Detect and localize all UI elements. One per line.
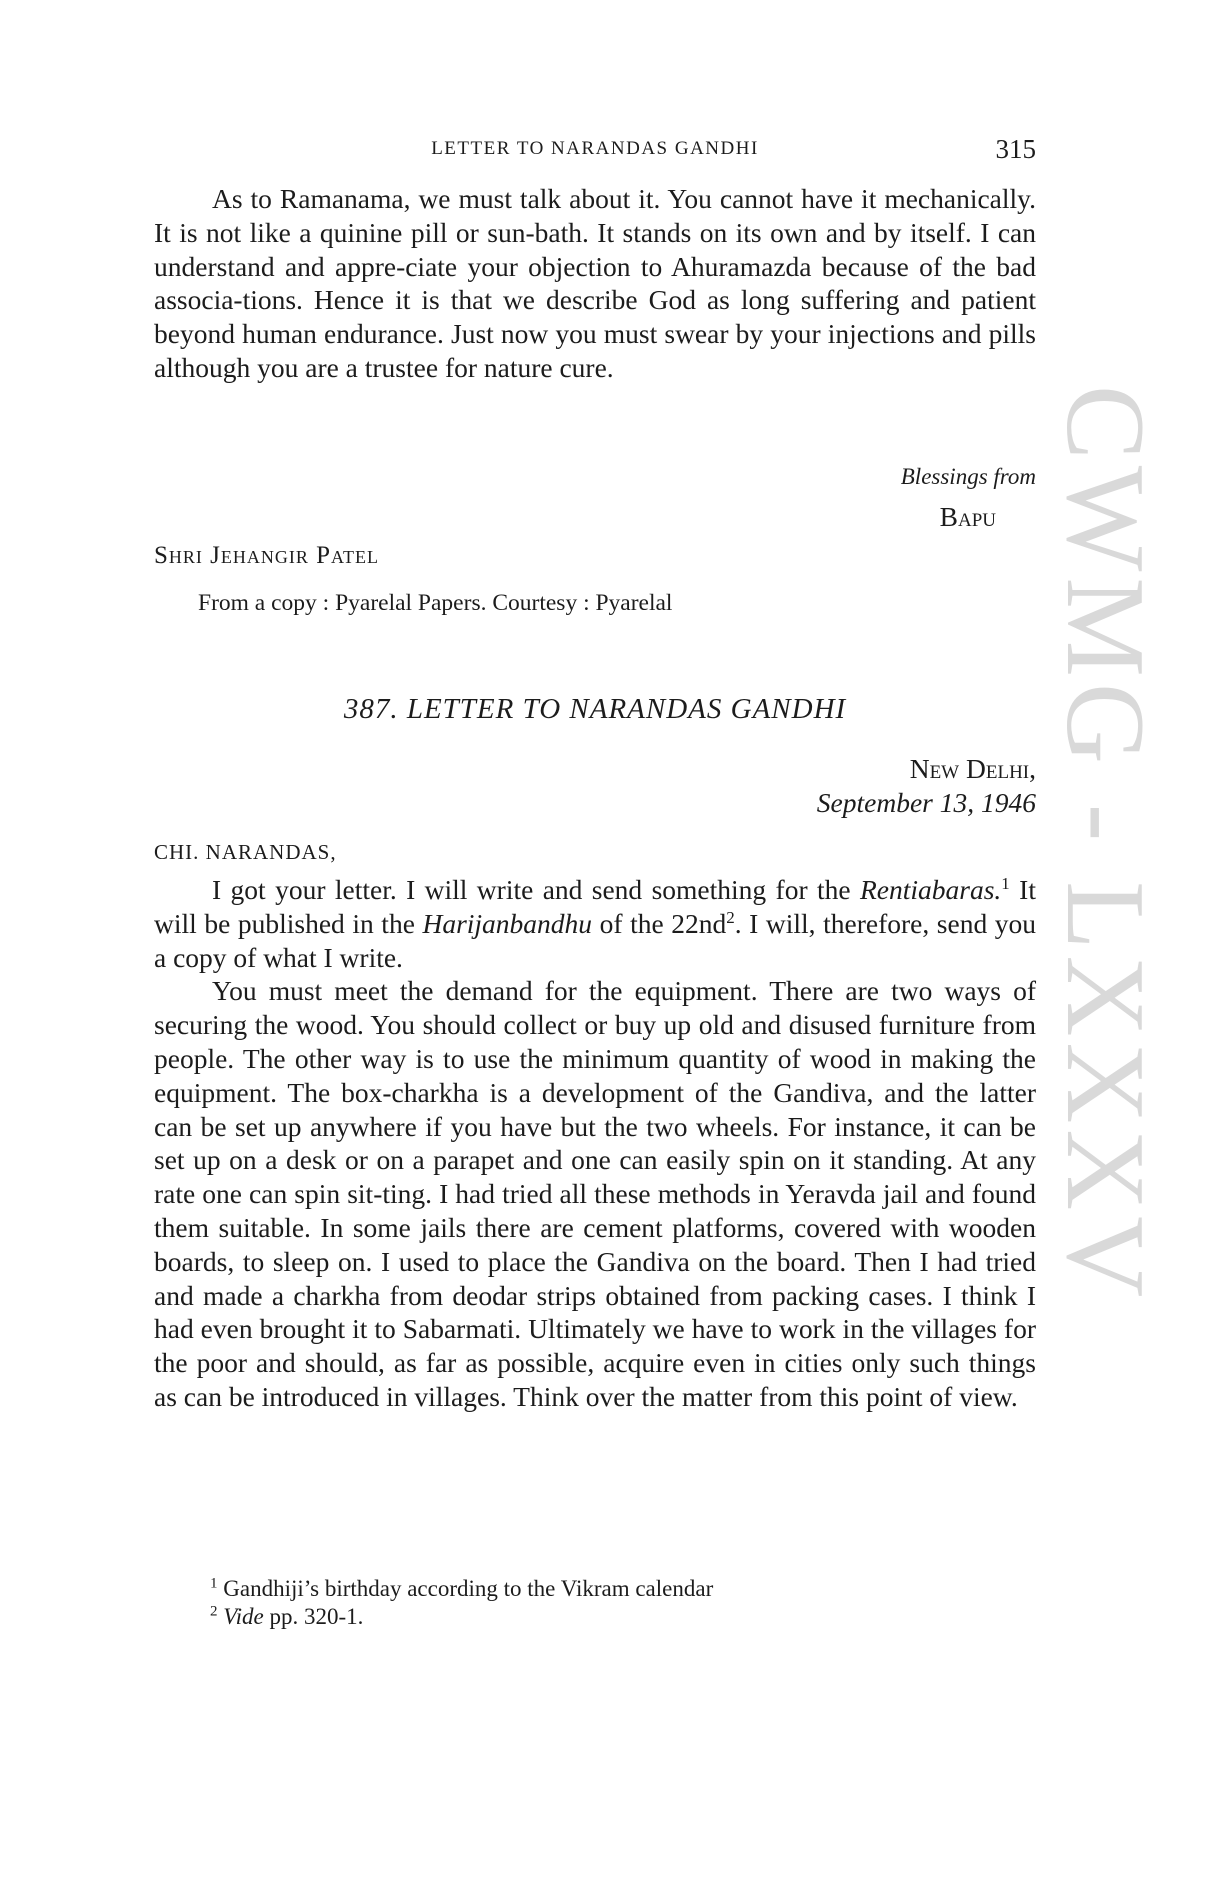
salutation: CHI. NARANDAS, (154, 840, 337, 864)
text: I got your letter. I will write and send something for the (212, 874, 860, 905)
footnote-mark: 2 (210, 1603, 218, 1620)
footnotes (154, 1575, 1036, 1631)
footnote (210, 1603, 1036, 1631)
letter-place: New Delhi, (909, 753, 1036, 784)
letter-heading: 387. LETTER TO NARANDAS GANDHI (343, 693, 847, 725)
paragraph: You must meet the demand for the equipment. There are two ways of securing the wood. You should collect or buy up old and disused furniture from people. The other way is to use the minimum quantity of wood in making the equipment. The box-charkha is a development of the Gandiva, and the latter can be set up anywhere if you have but the two wheels. For instance, it can be set up on a desk or on a parapet and one can easily spin on it standing. At any rate one can spin sit-ting. I had tried all these methods in Yeravda jail and found them suitable. In some jails there are cement platforms, covered with wooden boards, to sleep on. I used to place the Gandiva on the board. Then I had tried and made a charkha from deodar strips obtained from packing cases. I think I had even brought it to Sabarmati. Ultimately we have to work in the villages for the poor and should, as far as possible, acquire even in cities only such things as can be introduced in villages. Think over the matter from this point of view. (154, 975, 1036, 1412)
italic-title: Rentiabaras. (859, 874, 1002, 905)
addressee: Shri Jehangir Patel (154, 542, 380, 569)
text: of the 22nd (592, 907, 727, 939)
running-head (154, 134, 1036, 168)
watermark: CWMG - LXXXV (1043, 385, 1167, 1304)
italic-title: Harijanbandhu (422, 907, 593, 939)
footnote-ref: 2 (726, 907, 735, 927)
footnote-ref: 1 (1001, 873, 1010, 893)
text: . I will, therefore, send you a copy of what I write. (154, 907, 1036, 973)
footnote-text: pp. 320-1. (263, 1604, 364, 1629)
text: It will be published in the (154, 874, 1036, 939)
paragraph (154, 873, 1036, 974)
paragraph: As to Ramanama, we must talk about it. You cannot have it mechanically. It is not like a quinine pill or sun-bath. It stands on its own and by itself. I can understand and appre-ciate your objection to Ahuramazda because of the bad associa-tions. Hence it is that we describe God as long suffering and patient beyond human endurance. Just now you must swear by your injections and pills although you are a trustee for nature cure. (154, 183, 1036, 383)
source-note: From a copy : Pyarelal Papers. Courtesy : Pyarelal (198, 590, 673, 616)
closing: Blessings from (900, 464, 1036, 489)
footnote-mark: 1 (210, 1575, 218, 1592)
footnote-text: Gandhiji’s birthday according to the Vikram calendar (223, 1576, 714, 1601)
running-title: LETTER TO NARANDAS GANDHI (431, 138, 759, 159)
signature: Bapu (939, 501, 996, 532)
letter-date: September 13, 1946 (816, 787, 1036, 818)
footnote (210, 1575, 1036, 1603)
previous-letter-body (154, 182, 1036, 385)
footnote-italic: Vide (223, 1604, 264, 1629)
letter-body (154, 873, 1036, 1414)
page-number: 315 (995, 134, 1036, 164)
